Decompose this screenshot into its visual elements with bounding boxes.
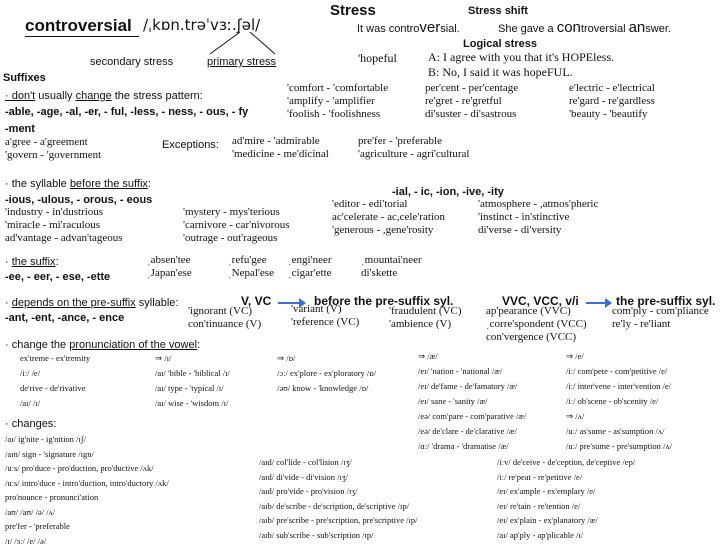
rule-pre-suffix (5, 297, 178, 309)
example-line: ˌabsen'tee (147, 254, 192, 267)
example-line: 'amplify - 'amplifier (287, 95, 388, 108)
examples-extreme (20, 351, 90, 411)
rule-suffix-stressed (5, 256, 59, 268)
example-line: 'generous - ,gene'rosity (332, 224, 445, 237)
rule2-a: · the syllable (5, 178, 70, 190)
examples-comfort (287, 82, 388, 121)
examples-refugee (228, 254, 274, 280)
example-line: ˌJapan'ese (147, 267, 192, 280)
example-line: ⇒ /e/ (566, 349, 672, 364)
s1-stressed: ver (419, 19, 440, 36)
example-line: di'suster - di'sastrous (425, 108, 518, 121)
examples-percent (425, 82, 518, 121)
headword: controversial (25, 16, 132, 36)
example-line: /eɪ/ sane - 'sanity /æ/ (418, 394, 526, 409)
examples-agree (5, 136, 101, 162)
example-line: /aɪ/ wise - 'wisdom /ɪ/ (155, 396, 230, 411)
arrow-right-icon (586, 302, 606, 304)
example-line: pre'fer - 'preferable (5, 519, 169, 534)
rule2-b: before the suffix (70, 178, 148, 190)
vvc2-label: VVC, VCC, v/i (502, 294, 579, 308)
example-line: ˌmountai'neer (361, 254, 422, 267)
rule-before-suffix (5, 178, 151, 190)
rule4-c: syllable: (136, 297, 179, 309)
rule1-usually: usually (35, 90, 75, 102)
example-line: ˌengi'neer (288, 254, 332, 267)
example-line: 'ignorant (VC) (188, 305, 261, 318)
example-line: /eɪ/ ex'plain - ex'planatory /æ/ (497, 513, 635, 528)
example-line: 'atmosphere - ,atmos'pheric (478, 198, 598, 211)
example-line: ⇒ /ɪ/ (155, 351, 230, 366)
s1-part-a: It was contro (357, 23, 419, 35)
s2-stressed-2: an (629, 19, 646, 36)
example-line: 'comfort - 'comfortable (287, 82, 388, 95)
logical-stress-word: 'hopeful (358, 51, 397, 66)
example-line: re'gard - re'gardless (569, 95, 655, 108)
secondary-stress-label: secondary stress (90, 56, 173, 68)
example-line: ⇒ /æ/ (418, 349, 526, 364)
logical-stress-line-a: A: I agree with you that it's HOPEless. (428, 50, 614, 65)
example-line: /aɪd/ di'vide - di'vision /ɪʒ/ (259, 470, 418, 485)
example-line: /aɪn/ sign - 'signature /ɪgn/ (5, 447, 169, 462)
example-line: /aʊ/ /aʊ/ /ə/ /ʌ/ (5, 505, 169, 520)
example-line: /aɪd/ pro'vide - pro'vision /ɪʒ/ (259, 484, 418, 499)
example-line: per'cent - per'centage (425, 82, 518, 95)
stress-shift-heading: Stress shift (468, 5, 528, 17)
example-line: 'govern - 'government (5, 149, 101, 162)
example-line: di'skette (361, 267, 422, 280)
example-line: /aɪb/ de'scribe - de'scription, de'scriptive /ɪp/ (259, 499, 418, 514)
suffix-list-2b: -ial, - ic, -ion, -ive, -ity (392, 186, 504, 198)
s2-stressed-1: con (557, 19, 581, 36)
example-line: /aɪb/ sub'scribe - sub'scription /ɪp/ (259, 528, 418, 543)
example-line: /aɪ/ type - 'typical /ɪ/ (155, 381, 230, 396)
example-line: ⇒ /ɒ/ (277, 351, 376, 366)
rule2-c: : (148, 178, 151, 190)
example-line: 'beauty - 'beautify (569, 108, 655, 121)
suffix-list-2: -ious, -ulous, - orous, - eous (5, 194, 152, 206)
logical-stress-line-b: B: No, I said it was hopeFUL. (428, 65, 573, 80)
example-line: ˌNepal'ese (228, 267, 274, 280)
example-line: 'instinct - in'stinctive (478, 211, 598, 224)
rule-changes: · changes: (5, 418, 56, 430)
examples-fraudulent (389, 305, 462, 331)
example-line: /əʊ/ know - 'knowledge /ɒ/ (277, 381, 376, 396)
example-line: ˌrefu'gee (228, 254, 274, 267)
suffix-list-3: -ee, - eer, - ese, -ette (5, 271, 110, 283)
page-title: Stress (330, 2, 376, 19)
rule5-a: · change the (5, 339, 69, 351)
example-line: pro'nounce - pronunci'ation (5, 490, 169, 505)
example-line: /uːs/ pro'duce - pro'duction, pro'ductive /ʌk/ (5, 461, 169, 476)
examples-electric (569, 82, 655, 121)
examples-appearance (486, 305, 587, 344)
example-line: /ɪ/ /ɜː/ /e/ /ə/ (5, 534, 169, 548)
example-line: ex'treme - ex'tremity (20, 351, 90, 366)
examples-industry (5, 206, 123, 245)
examples-ignorant (188, 305, 261, 331)
example-line: 'reference (VC) (291, 316, 359, 329)
example-line: re'gret - re'gretful (425, 95, 518, 108)
example-line: /iː/ inter'vene - inter'vention /e/ (566, 379, 672, 394)
example-line: /ɑː/ 'drama - 'dramatise /æ/ (418, 439, 526, 454)
example-line: /eɪ/ ex'ample - ex'emplary /e/ (497, 484, 635, 499)
s2-part-a: She gave a (498, 23, 557, 35)
rule4-a: · (5, 297, 12, 309)
example-line: /eɪ/ 'nation - 'national /æ/ (418, 364, 526, 379)
s2-part-c: troversial (581, 23, 629, 35)
example-line: ac'celerate - ac,cele'ration (332, 211, 445, 224)
example-line: /iː/ com'pete - com'petitive /e/ (566, 364, 672, 379)
stress-shift-example-2 (498, 19, 671, 36)
example-line: com'ply - com'pliance (612, 305, 709, 318)
s2-part-e: swer. (645, 23, 671, 35)
examples-variant (291, 303, 359, 329)
example-line: /iː/ re'peat - re'petitive /e/ (497, 470, 635, 485)
example-line: 'fraudulent (VC) (389, 305, 462, 318)
rule5-b: pronunciation of the vowel (69, 339, 197, 351)
stress-shift-example-1 (357, 19, 460, 36)
the-presuffix-label: the pre-suffix syl. (616, 294, 715, 308)
suffix-list-4: -ant, -ent, -ance, - ence (5, 312, 124, 324)
logical-stress-heading: Logical stress (463, 38, 537, 50)
examples-atmosphere (478, 198, 598, 237)
example-line: /eə/ com'pare - com'parative /æ/ (418, 409, 526, 424)
example-line: 'editor - edi'torial (332, 198, 445, 211)
rule3-b: the suffix (12, 256, 56, 268)
example-line: 'miracle - mi'raculous (5, 219, 123, 232)
example-line: 'ambience (V) (389, 318, 462, 331)
example-line: 'variant (V) (291, 303, 359, 316)
example-line: /iː/ ob'scene - ob'scenity /e/ (566, 394, 672, 409)
vowel-col-5 (259, 455, 418, 542)
example-line: ˌcigar'ette (288, 267, 332, 280)
example-line: de'rive - de'rivative (20, 381, 90, 396)
example-line: 'medicine - me'dicinal (232, 148, 329, 161)
examples-admire (232, 135, 329, 161)
examples-engineer (288, 254, 332, 280)
example-line: /iː/ /e/ (20, 366, 90, 381)
vvc-label: V, VC (241, 294, 271, 308)
suffix-list-1b: -ment (5, 123, 35, 135)
example-line: 'mystery - mys'terious (183, 206, 290, 219)
example-line: con'vergence (VCC) (486, 331, 587, 344)
example-line: /uː/ as'sume - as'sumption /ʌ/ (566, 424, 672, 439)
example-line: 'agriculture - agri'cultural (358, 148, 469, 161)
vowel-col-4 (566, 349, 672, 454)
example-line: /uːs/ intro'duce - intro'duction, intro'ductory /ʌk/ (5, 476, 169, 491)
example-line: ad'mire - 'admirable (232, 135, 329, 148)
example-line: /aɪd/ col'lide - col'lision /ɪʒ/ (259, 455, 418, 470)
example-line: /iːv/ de'ceive - de'ception, de'ceptive /ep/ (497, 455, 635, 470)
example-line: /aɪ/ ig'nite - ig'nition /ɪʃ/ (5, 432, 169, 447)
example-line: a'gree - a'greement (5, 136, 101, 149)
example-line: 'foolish - 'foolishness (287, 108, 388, 121)
rule5-c: : (197, 339, 200, 351)
rule3-a: · (5, 256, 12, 268)
exceptions-label: Exceptions: (162, 139, 219, 151)
example-line: re'ly - re'liant (612, 318, 709, 331)
rule3-c: : (56, 256, 59, 268)
example-line: ⇒ /ʌ/ (566, 409, 672, 424)
primary-stress-label: primary stress (207, 56, 276, 68)
s1-part-c: sial. (440, 23, 460, 35)
example-line: 'industry - in'dustrious (5, 206, 123, 219)
example-line: ˌcorre'spondent (VCC) (486, 318, 587, 331)
example-line: /aɪ/ 'bible - 'biblical /ɪ/ (155, 366, 230, 381)
examples-absentee (147, 254, 192, 280)
example-line: ad'vantage - advan'tageous (5, 232, 123, 245)
examples-editor (332, 198, 445, 237)
vowel-col-1 (155, 351, 230, 411)
examples-prefer (358, 135, 469, 161)
rule4-b: depends on the pre-suffix (12, 297, 136, 309)
rule1-change: change (76, 90, 112, 102)
example-line: con'tinuance (V) (188, 318, 261, 331)
rule1-rest: the stress pattern: (112, 90, 203, 102)
examples-changes (5, 432, 169, 548)
example-line: /aɪ/ ap'ply - ap'plicable /ɪ/ (497, 528, 635, 543)
vowel-col-3 (418, 349, 526, 454)
secondary-pointer (210, 32, 240, 54)
headword-ipa: /ˌkɒn.trəˈvɜː.ʃəl/ (143, 16, 260, 34)
example-line: /ɔː/ ex'plore - ex'ploratory /ɒ/ (277, 366, 376, 381)
example-line: /aɪ/ /ɪ/ (20, 396, 90, 411)
primary-pointer (250, 32, 275, 54)
rule-vowel-change (5, 339, 200, 351)
example-line: pre'fer - 'preferable (358, 135, 469, 148)
example-line: /uː/ pre'sume - pre'sumption /ʌ/ (566, 439, 672, 454)
vowel-col-6 (497, 455, 635, 542)
example-line: /aɪb/ pre'scribe - pre'scription, pre'scriptive /ɪp/ (259, 513, 418, 528)
examples-comply (612, 305, 709, 331)
example-line: /eɪ/ de'fame - de'famatory /æ/ (418, 379, 526, 394)
examples-mystery (183, 206, 290, 245)
vowel-col-2 (277, 351, 376, 396)
suffixes-heading: Suffixes (3, 72, 46, 84)
example-line: e'lectric - e'lectrical (569, 82, 655, 95)
rule1-dont: · don't (5, 90, 35, 102)
rule-no-change (5, 90, 203, 102)
example-line: 'carnivore - car'nivorous (183, 219, 290, 232)
example-line: ap'pearance (VVC) (486, 305, 587, 318)
before-presuffix-label: before the pre-suffix syl. (314, 294, 453, 308)
suffix-list-1: -able, -age, -al, -er, - ful, -less, - ness, - ous, - fy (5, 106, 248, 118)
examples-mountaineer (361, 254, 422, 280)
example-line: di'verse - di'versity (478, 224, 598, 237)
example-line: /eə/ de'clare - de'clarative /æ/ (418, 424, 526, 439)
example-line: /eɪ/ re'tain - re'tention /e/ (497, 499, 635, 514)
example-line: 'outrage - out'rageous (183, 232, 290, 245)
